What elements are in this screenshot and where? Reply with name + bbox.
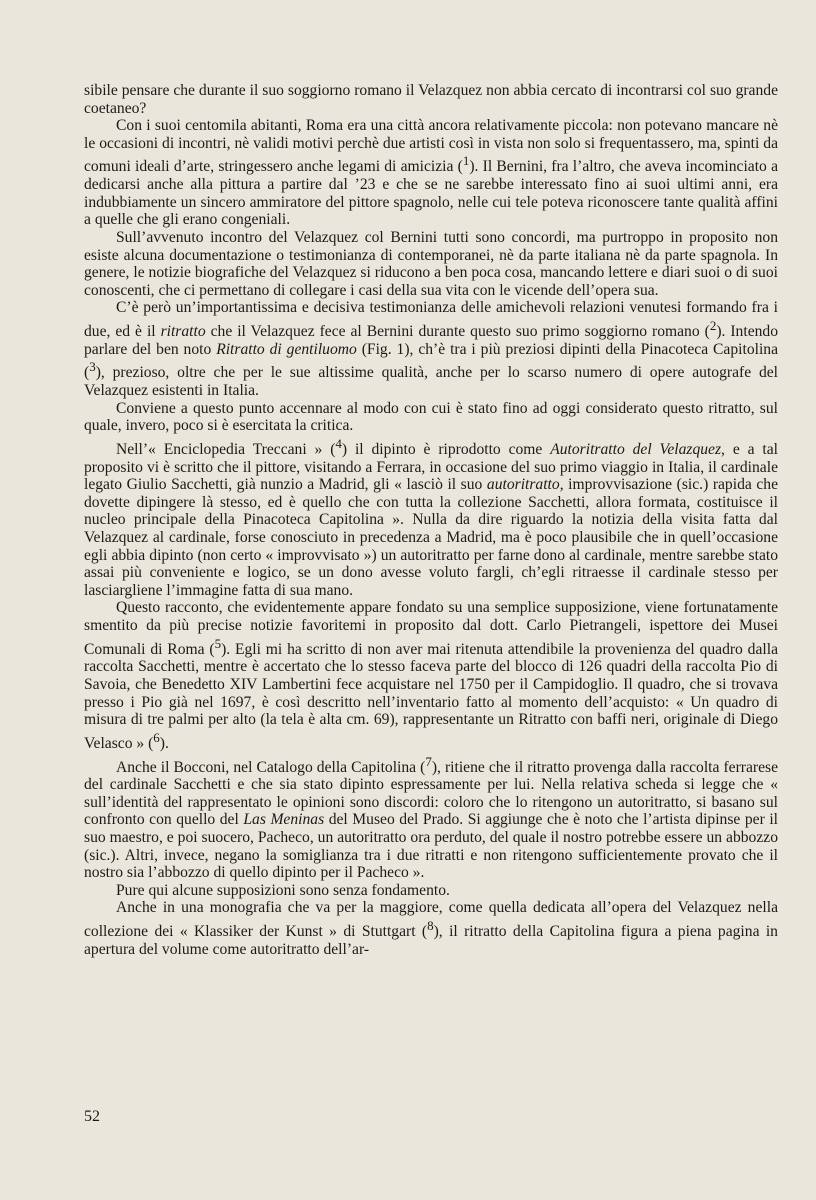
footnote-ref: 4 — [335, 435, 342, 451]
paragraph-1: sibile pensare che durante il suo soggiorno romano il Velazquez non abbia cercato di incontrarsi col suo grande coetaneo? — [84, 82, 778, 117]
footnote-ref: 8 — [427, 918, 434, 934]
paragraph-10: Anche in una monografia che va per la maggiore, come quella dedicata all’opera del Velazquez nella collezione dei « Klassiker der Kunst » di Stuttgart ($^8$), il ritratto della Capitolina figura a piena pagina in apertura del volume come autoritratto dell’ar- — [84, 899, 778, 958]
paragraph-5: Conviene a questo punto accennare al modo con cui è stato fino ad oggi considerato questo ritratto, sul quale, invero, poco si è esercitata la critica. — [84, 399, 778, 435]
page-number: 52 — [84, 1108, 100, 1125]
paragraph-9: Pure qui alcune supposizioni sono senza fondamento. — [116, 881, 450, 899]
footnote-ref: 7 — [425, 753, 432, 769]
paragraph-7: Questo racconto, che evidentemente appare fondato su una semplice supposizione, viene fortunatamente smentito da più precise notizie favoritemi in proposito dal dott. Carlo Pietrangeli, ispettore dei Musei Comunali di Roma ($^5$). Egli mi ha scritto di non aver mai ritenuta attendibile la provenienza del quadro dalla raccolta Sacchetti, mentre è accertato che lo stesso faceva parte del blocco di 126 quadri della raccolta Pio di Savoia, che Benedetto XIV Lambertini fece acquistare nel 1750 per il Campidoglio. Il quadro, che si trovava presso i Pio già nel 1697, è così descritto nell’inventario fatto al momento dell’acquisto: « Un quadro di misura di tre palmi per alto (la tela è alta cm. 69), rappresentante un Ritratto con baffi neri, originale di Diego Velasco » ($^6$). — [84, 599, 778, 752]
footnote-ref: 2 — [709, 317, 717, 333]
paragraph-4: C’è però un’importantissima e decisiva testimonianza delle amichevoli relazioni venutesi formando fra i due, ed è il ritratto che il Velazquez fece al Bernini durante questo suo primo soggiorno romano ($^2$). Intendo parlare del ben noto Ritratto di gentiluomo (Fig. 1), ch’è tra i più preziosi dipinti della Pinacoteca Capitolina ($^3$), prezioso, oltre che per le sue altissime qualità, anche per lo scarso numero di opere autografe del Velazquez esistenti in Italia. — [84, 299, 779, 400]
footnote-ref: 6 — [153, 729, 160, 745]
body-text — [84, 82, 778, 958]
paragraph-8: Anche il Bocconi, nel Catalogo della Capitolina ($^7$), ritiene che il ritratto provenga dalla raccolta ferrarese del cardinale Sacchetti e che sia stato dipinto espressamente per lui. Nella relativa scheda si legge che « sull’identità del rappresentato le opinioni sono discordi: coloro che lo ritengono un autoritratto, si basano sul confronto con quello del Las Meninas del Museo del Prado. Si aggiunge che è noto che l’artista dipinse per il suo maestro, e poi suocero, Pacheco, un autoritratto ora perduto, del quale il nostro potrebbe essere un abbozzo (sic.). Altri, invece, negano la somiglianza tra i due ritratti e non ritengono sufficientemente provato che il nostro sia l’abbozzo di quello dipinto per il Pacheco ». — [84, 753, 778, 882]
paragraph-6: Nell’« Enciclopedia Treccani » ($^4$) il dipinto è riprodotto come Autoritratto del Velazquez, e a tal proposito vi è scritto che il pittore, visitando a Ferrara, in occasione del suo primo viaggio in Italia, il cardinale legato Giulio Sacchetti, già nunzio a Madrid, gli « lasciò il suo autoritratto, improvvisazione (sic.) rapida che dovette dipingere là stesso, ed è quello che con tutta la collezione Sacchetti, allora formata, costituisce il nucleo principale della Pinacoteca Capitolina ». Nulla da dire riguardo la notizia della visita fatta dal Velazquez al cardinale, forse conosciuto in precedenza a Madrid, ma è poco plausibile che in quell’occasione egli abbia dipinto (non certo « improvvisato ») un autoritratto per farne dono al cardinale, mentre sarebbe stato assai più conveniente e logico, se un dono avesse voluto fargli, ch’egli ritraesse il cardinale stesso per lasciargliene l’immagine fatta di sua mano. — [84, 435, 778, 599]
footnote-ref: 3 — [89, 359, 96, 375]
footnote-ref: 5 — [214, 635, 222, 651]
paragraph-3: Sull’avvenuto incontro del Velazquez col Bernini tutti sono concordi, ma purtroppo in proposito non esiste alcuna documentazione o testimonianza di contemporanei, nè da parte italiana nè da parte spagnola. In genere, le notizie biografiche del Velazquez si riducono a ben poca cosa, mancando lettere e diari suoi o di suoi conoscenti, che ci permettano di collegare i casi della sua vita con le vicende dell’opera sua. — [84, 228, 778, 299]
footnote-ref: 1 — [462, 153, 470, 169]
paragraph-2: Con i suoi centomila abitanti, Roma era una città ancora relativamente piccola: non potevano mancare nè le occasioni di incontri, nè validi motivi perchè due artisti così in vista non solo si frequentassero, ma, spinti da comuni ideali d’arte, stringessero anche legami di amicizia ($^1$). Il Bernini, fra l’altro, che aveva incominciato a dedicarsi anche alla pittura a partire dal ’23 e che se ne sarebbe interessato fino ai suoi ultimi anni, era indubbiamente un sincero ammiratore del pittore spagnolo, nelle cui tele poteva riconoscere tante qualità affini a quelle che gli erano congeniali. — [84, 117, 778, 229]
